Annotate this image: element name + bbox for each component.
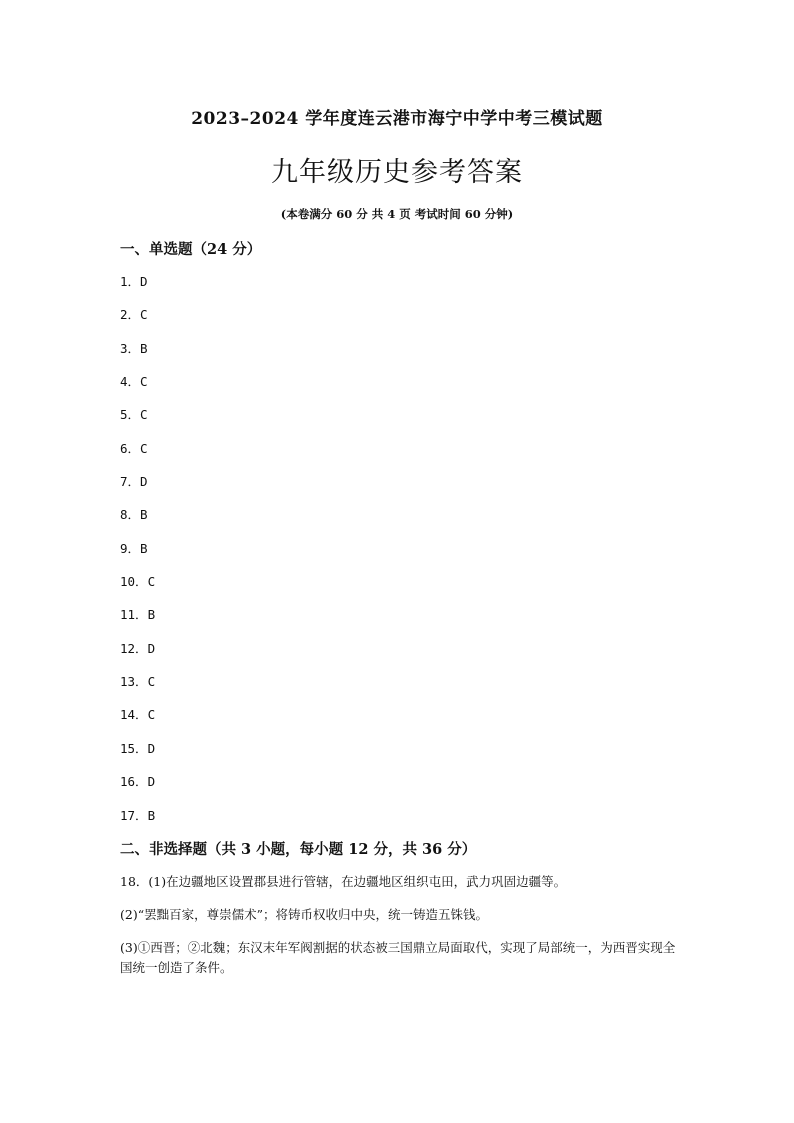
answer-key-title: 九年级历史参考答案 bbox=[271, 157, 523, 188]
q18-answer-part3: (3)①西晋；②北魏；东汉末年军阀割据的状态被三国鼎立局面取代，实现了局部统一，为西晋实现全国统一创造了条件。 bbox=[120, 940, 676, 975]
question-number: 9． bbox=[120, 540, 141, 556]
answer-item bbox=[120, 307, 155, 340]
question-number: 15． bbox=[120, 740, 148, 756]
question-number: 11． bbox=[120, 607, 148, 623]
answer-letter: C bbox=[147, 574, 156, 590]
answer-letter: B bbox=[140, 507, 148, 523]
question-number: 7． bbox=[120, 474, 141, 490]
exam-title: 2023–2024 学年度连云港市海宁中学中考三模试题 bbox=[191, 109, 603, 129]
q18-answer-part2: (2)“罢黜百家，尊崇儒术”；将铸币权收归中央，统一铸造五铢钱。 bbox=[120, 907, 488, 922]
answer-letter: C bbox=[140, 307, 148, 323]
answer-letter: D bbox=[140, 474, 148, 490]
answer-list bbox=[120, 274, 155, 841]
question-number: 17． bbox=[120, 807, 148, 823]
answer-letter: C bbox=[140, 374, 148, 390]
section-heading-multiple-choice: 一、单选题（24 分） bbox=[120, 241, 262, 258]
answer-item bbox=[120, 541, 155, 574]
answer-item bbox=[120, 641, 155, 674]
answer-letter: C bbox=[147, 707, 156, 723]
question-number: 3． bbox=[120, 340, 141, 356]
answer-letter: D bbox=[147, 774, 156, 790]
question-number: 6． bbox=[120, 440, 141, 456]
question-number: 12． bbox=[120, 640, 148, 656]
answer-letter: B bbox=[140, 540, 148, 556]
answer-item bbox=[120, 707, 155, 740]
answer-item bbox=[120, 374, 155, 407]
answer-item bbox=[120, 274, 155, 307]
answer-item bbox=[120, 674, 155, 707]
answer-letter: B bbox=[147, 607, 156, 623]
answer-item bbox=[120, 441, 155, 474]
answer-letter: D bbox=[140, 274, 148, 289]
question-number: 5． bbox=[120, 407, 141, 423]
question-number: 10． bbox=[120, 574, 148, 590]
question-number: 1． bbox=[120, 274, 141, 289]
answer-letter: D bbox=[147, 640, 156, 656]
answer-letter: D bbox=[147, 740, 156, 756]
answer-item bbox=[120, 741, 155, 774]
answer-letter: B bbox=[140, 340, 148, 356]
question-number: 2． bbox=[120, 307, 141, 323]
answer-item bbox=[120, 341, 155, 374]
exam-info-note: (本卷满分 60 分 共 4 页 考试时间 60 分钟) bbox=[280, 207, 514, 221]
answer-item bbox=[120, 574, 155, 607]
q18-answer-part1: 18．(1)在边疆地区设置郡县进行管辖，在边疆地区组织屯田，武力巩固边疆等。 bbox=[120, 874, 567, 889]
answer-letter: C bbox=[140, 440, 148, 456]
question-number: 4． bbox=[120, 374, 141, 390]
answer-item bbox=[120, 607, 155, 640]
section-heading-non-choice: 二、非选择题（共 3 小题，每小题 12 分，共 36 分） bbox=[120, 841, 477, 858]
question-number: 16． bbox=[120, 774, 148, 790]
answer-item bbox=[120, 507, 155, 540]
answer-letter: C bbox=[147, 674, 156, 690]
answer-letter: B bbox=[147, 807, 156, 823]
question-number: 13． bbox=[120, 674, 148, 690]
answer-item bbox=[120, 774, 155, 807]
answer-item bbox=[120, 808, 155, 841]
answer-item bbox=[120, 474, 155, 507]
question-number: 8． bbox=[120, 507, 141, 523]
answer-letter: C bbox=[140, 407, 148, 423]
answer-item bbox=[120, 407, 155, 440]
question-number: 14． bbox=[120, 707, 148, 723]
